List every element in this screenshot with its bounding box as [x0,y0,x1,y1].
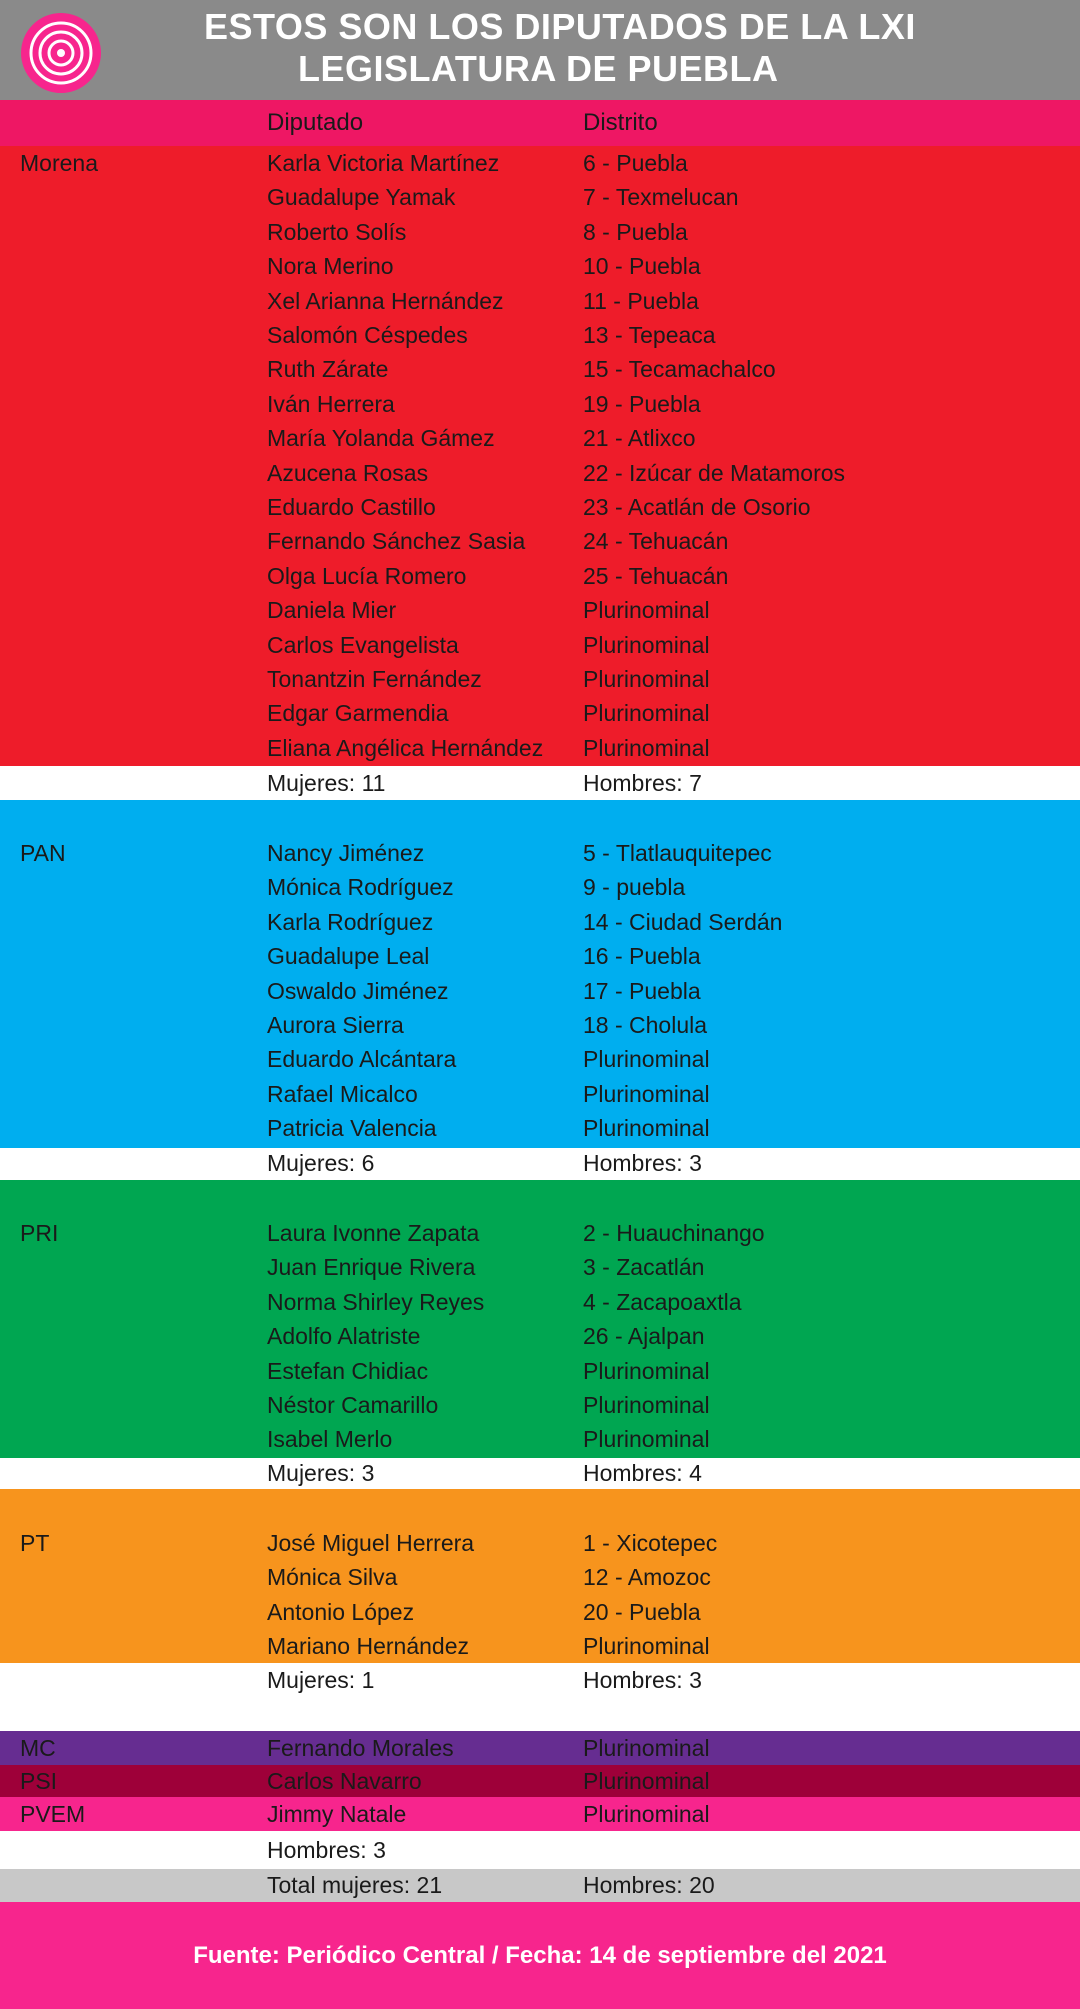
deputy-district: 2 - Huauchinango [583,1220,765,1246]
deputy-district: Plurinominal [583,631,710,658]
deputy-name: Adolfo Alatriste [267,1323,421,1350]
deputy-district: 15 - Tecamachalco [583,356,776,383]
deputy-name: Néstor Camarillo [267,1392,439,1418]
deputy-district: 25 - Tehuacán [583,562,729,589]
total-row [0,1869,1080,1902]
mc-district: Plurinominal [583,1735,710,1761]
deputy-district: 1 - Xicotepec [583,1530,718,1556]
morena-women-count: Mujeres: 11 [267,770,386,796]
mc-row [0,1731,1080,1765]
deputy-name: Eliana Angélica Hernández [267,734,544,761]
deputy-name: Karla Victoria Martínez [267,150,500,176]
deputy-district: 16 - Puebla [583,943,701,970]
deputy-district: 21 - Atlixco [583,425,696,452]
pt-party-label: PT [20,1530,50,1556]
deputy-name: Antonio López [267,1598,415,1625]
table-row [0,905,1080,939]
table-row [0,421,1080,455]
deputy-name: Rafael Micalco [267,1080,418,1107]
deputy-district: 20 - Puebla [583,1598,701,1625]
table-row [0,318,1080,352]
header-banner [0,0,1080,100]
pri-party-label: PRI [20,1220,59,1246]
deputy-name: José Miguel Herrera [267,1530,475,1556]
deputy-district: Plurinominal [583,1115,710,1142]
deputy-name: Roberto Solís [267,218,407,245]
total-men: Hombres: 20 [583,1872,715,1898]
deputy-name: Estefan Chidiac [267,1357,429,1384]
total-women: Total mujeres: 21 [267,1872,443,1898]
pri-men-count: Hombres: 4 [583,1460,702,1486]
psi-row [0,1765,1080,1797]
deputy-district: 5 - Tlatlauquitepec [583,840,772,866]
table-row [0,284,1080,318]
deputy-name: Olga Lucía Romero [267,562,467,589]
deputy-name: Mónica Silva [267,1564,398,1591]
deputy-district: 3 - Zacatlán [583,1254,705,1281]
column-header-name: Diputado [267,109,364,136]
title-line-1: ESTOS SON LOS DIPUTADOS DE LA LXI [204,6,916,47]
table-row [0,215,1080,249]
table-row [0,1250,1080,1284]
table-row [0,593,1080,627]
title-line-2: LEGISLATURA DE PUEBLA [298,48,779,89]
deputy-name: Tonantzin Fernández [267,666,482,692]
deputy-district: Plurinominal [583,1392,710,1418]
pvem-name: Jimmy Natale [267,1801,407,1827]
deputy-name: Fernando Sánchez Sasia [267,528,526,555]
table-row [0,1354,1080,1388]
page-title [140,6,940,90]
table-row [0,1422,1080,1456]
deputy-district: Plurinominal [583,597,710,624]
pt-women-count: Mujeres: 1 [267,1667,375,1693]
table-row [0,974,1080,1008]
deputy-district: Plurinominal [583,1046,710,1073]
deputy-name: Mariano Hernández [267,1633,470,1660]
deputy-name: Ruth Zárate [267,356,389,383]
table-row [0,490,1080,524]
pan-men-count: Hombres: 3 [583,1150,702,1176]
table-row [0,456,1080,490]
table-row [0,1388,1080,1422]
deputy-name: Nora Merino [267,253,394,280]
table-row [0,731,1080,765]
table-row [0,524,1080,558]
pan-summary-row [0,1146,1080,1180]
pan-women-count: Mujeres: 6 [267,1150,375,1176]
table-row [0,180,1080,214]
deputy-name: María Yolanda Gámez [267,425,495,452]
deputy-name: Mónica Rodríguez [267,874,454,901]
table-row [0,1319,1080,1353]
mc-party-label: MC [20,1735,56,1761]
psi-name: Carlos Navarro [267,1768,422,1794]
deputy-district: Plurinominal [583,1357,710,1384]
table-row [0,1285,1080,1319]
table-row [0,387,1080,421]
table-row [0,662,1080,696]
deputy-district: Plurinominal [583,700,710,727]
morena-men-count: Hombres: 7 [583,770,702,796]
column-header [0,100,1080,146]
mc-name: Fernando Morales [267,1735,454,1761]
pri-summary-row [0,1456,1080,1490]
deputy-district: Plurinominal [583,666,710,692]
pvem-party-label: PVEM [20,1801,86,1827]
deputy-name: Iván Herrera [267,390,395,417]
deputy-name: Daniela Mier [267,597,397,624]
psi-party-label: PSI [20,1768,58,1794]
deputy-district: 19 - Puebla [583,390,701,417]
deputy-district: 9 - puebla [583,874,686,901]
deputy-name: Eduardo Castillo [267,494,436,520]
morena-summary-row [0,766,1080,800]
table-row [0,1526,1080,1560]
deputy-district: 14 - Ciudad Serdán [583,908,783,935]
deputy-name: Laura Ivonne Zapata [267,1220,480,1246]
table-row [0,870,1080,904]
deputy-name: Aurora Sierra [267,1012,404,1038]
deputy-district: 4 - Zacapoaxtla [583,1288,742,1315]
deputy-district: 7 - Texmelucan [583,184,739,211]
deputy-name: Edgar Garmendia [267,700,449,727]
deputy-name: Xel Arianna Hernández [267,287,504,314]
deputy-name: Karla Rodríguez [267,908,434,935]
deputy-name: Patricia Valencia [267,1115,437,1142]
table-row [0,559,1080,593]
small-parties-men-count: Hombres: 3 [267,1837,386,1863]
table-row [0,1077,1080,1111]
deputy-name: Guadalupe Leal [267,943,430,970]
morena-party-label: Morena [20,150,98,176]
source-footer: Fuente: Periódico Central / Fecha: 14 de septiembre del 2021 [0,1902,1080,2009]
small-parties-summary-row [0,1833,1080,1867]
deputy-name: Nancy Jiménez [267,840,425,866]
deputy-district: Plurinominal [583,1633,710,1660]
deputy-name: Guadalupe Yamak [267,184,456,211]
table-row [0,1560,1080,1594]
pan-party-label: PAN [20,840,66,866]
table-row [0,249,1080,283]
table-row [0,1595,1080,1629]
deputy-name: Oswaldo Jiménez [267,977,449,1004]
deputy-name: Isabel Merlo [267,1426,393,1453]
pri-women-count: Mujeres: 3 [267,1460,375,1486]
table-row [0,696,1080,730]
pt-men-count: Hombres: 3 [583,1667,702,1693]
column-header-district: Distrito [583,109,658,136]
deputy-district: Plurinominal [583,1426,710,1453]
deputy-name: Salomón Céspedes [267,322,468,348]
table-row [0,1008,1080,1042]
deputy-district: 17 - Puebla [583,977,701,1004]
deputy-district: Plurinominal [583,1080,710,1107]
deputy-district: 22 - Izúcar de Matamoros [583,459,846,486]
deputy-name: Carlos Evangelista [267,631,459,658]
deputy-name: Eduardo Alcántara [267,1046,457,1073]
table-row [0,628,1080,662]
deputy-name: Norma Shirley Reyes [267,1288,485,1315]
deputy-district: 8 - Puebla [583,218,688,245]
table-row [0,836,1080,870]
deputy-name: Azucena Rosas [267,459,429,486]
pvem-row [0,1797,1080,1831]
target-ring-logo-icon [20,12,102,94]
table-row [0,1216,1080,1250]
deputy-district: 6 - Puebla [583,150,688,176]
psi-district: Plurinominal [583,1768,710,1794]
deputy-district: 18 - Cholula [583,1012,708,1038]
table-row [0,146,1080,180]
deputy-district: Plurinominal [583,734,710,761]
table-row [0,1111,1080,1145]
deputy-district: 11 - Puebla [583,287,699,314]
deputy-district: 10 - Puebla [583,253,701,280]
deputy-district: 12 - Amozoc [583,1564,711,1591]
deputy-district: 13 - Tepeaca [583,322,716,348]
deputy-district: 26 - Ajalpan [583,1323,705,1350]
table-row [0,939,1080,973]
table-row [0,1042,1080,1076]
pt-summary-row [0,1663,1080,1697]
table-row [0,352,1080,386]
pvem-district: Plurinominal [583,1801,710,1827]
deputy-district: 24 - Tehuacán [583,528,729,555]
deputy-name: Juan Enrique Rivera [267,1254,476,1281]
deputy-district: 23 - Acatlán de Osorio [583,494,811,520]
table-row [0,1629,1080,1663]
